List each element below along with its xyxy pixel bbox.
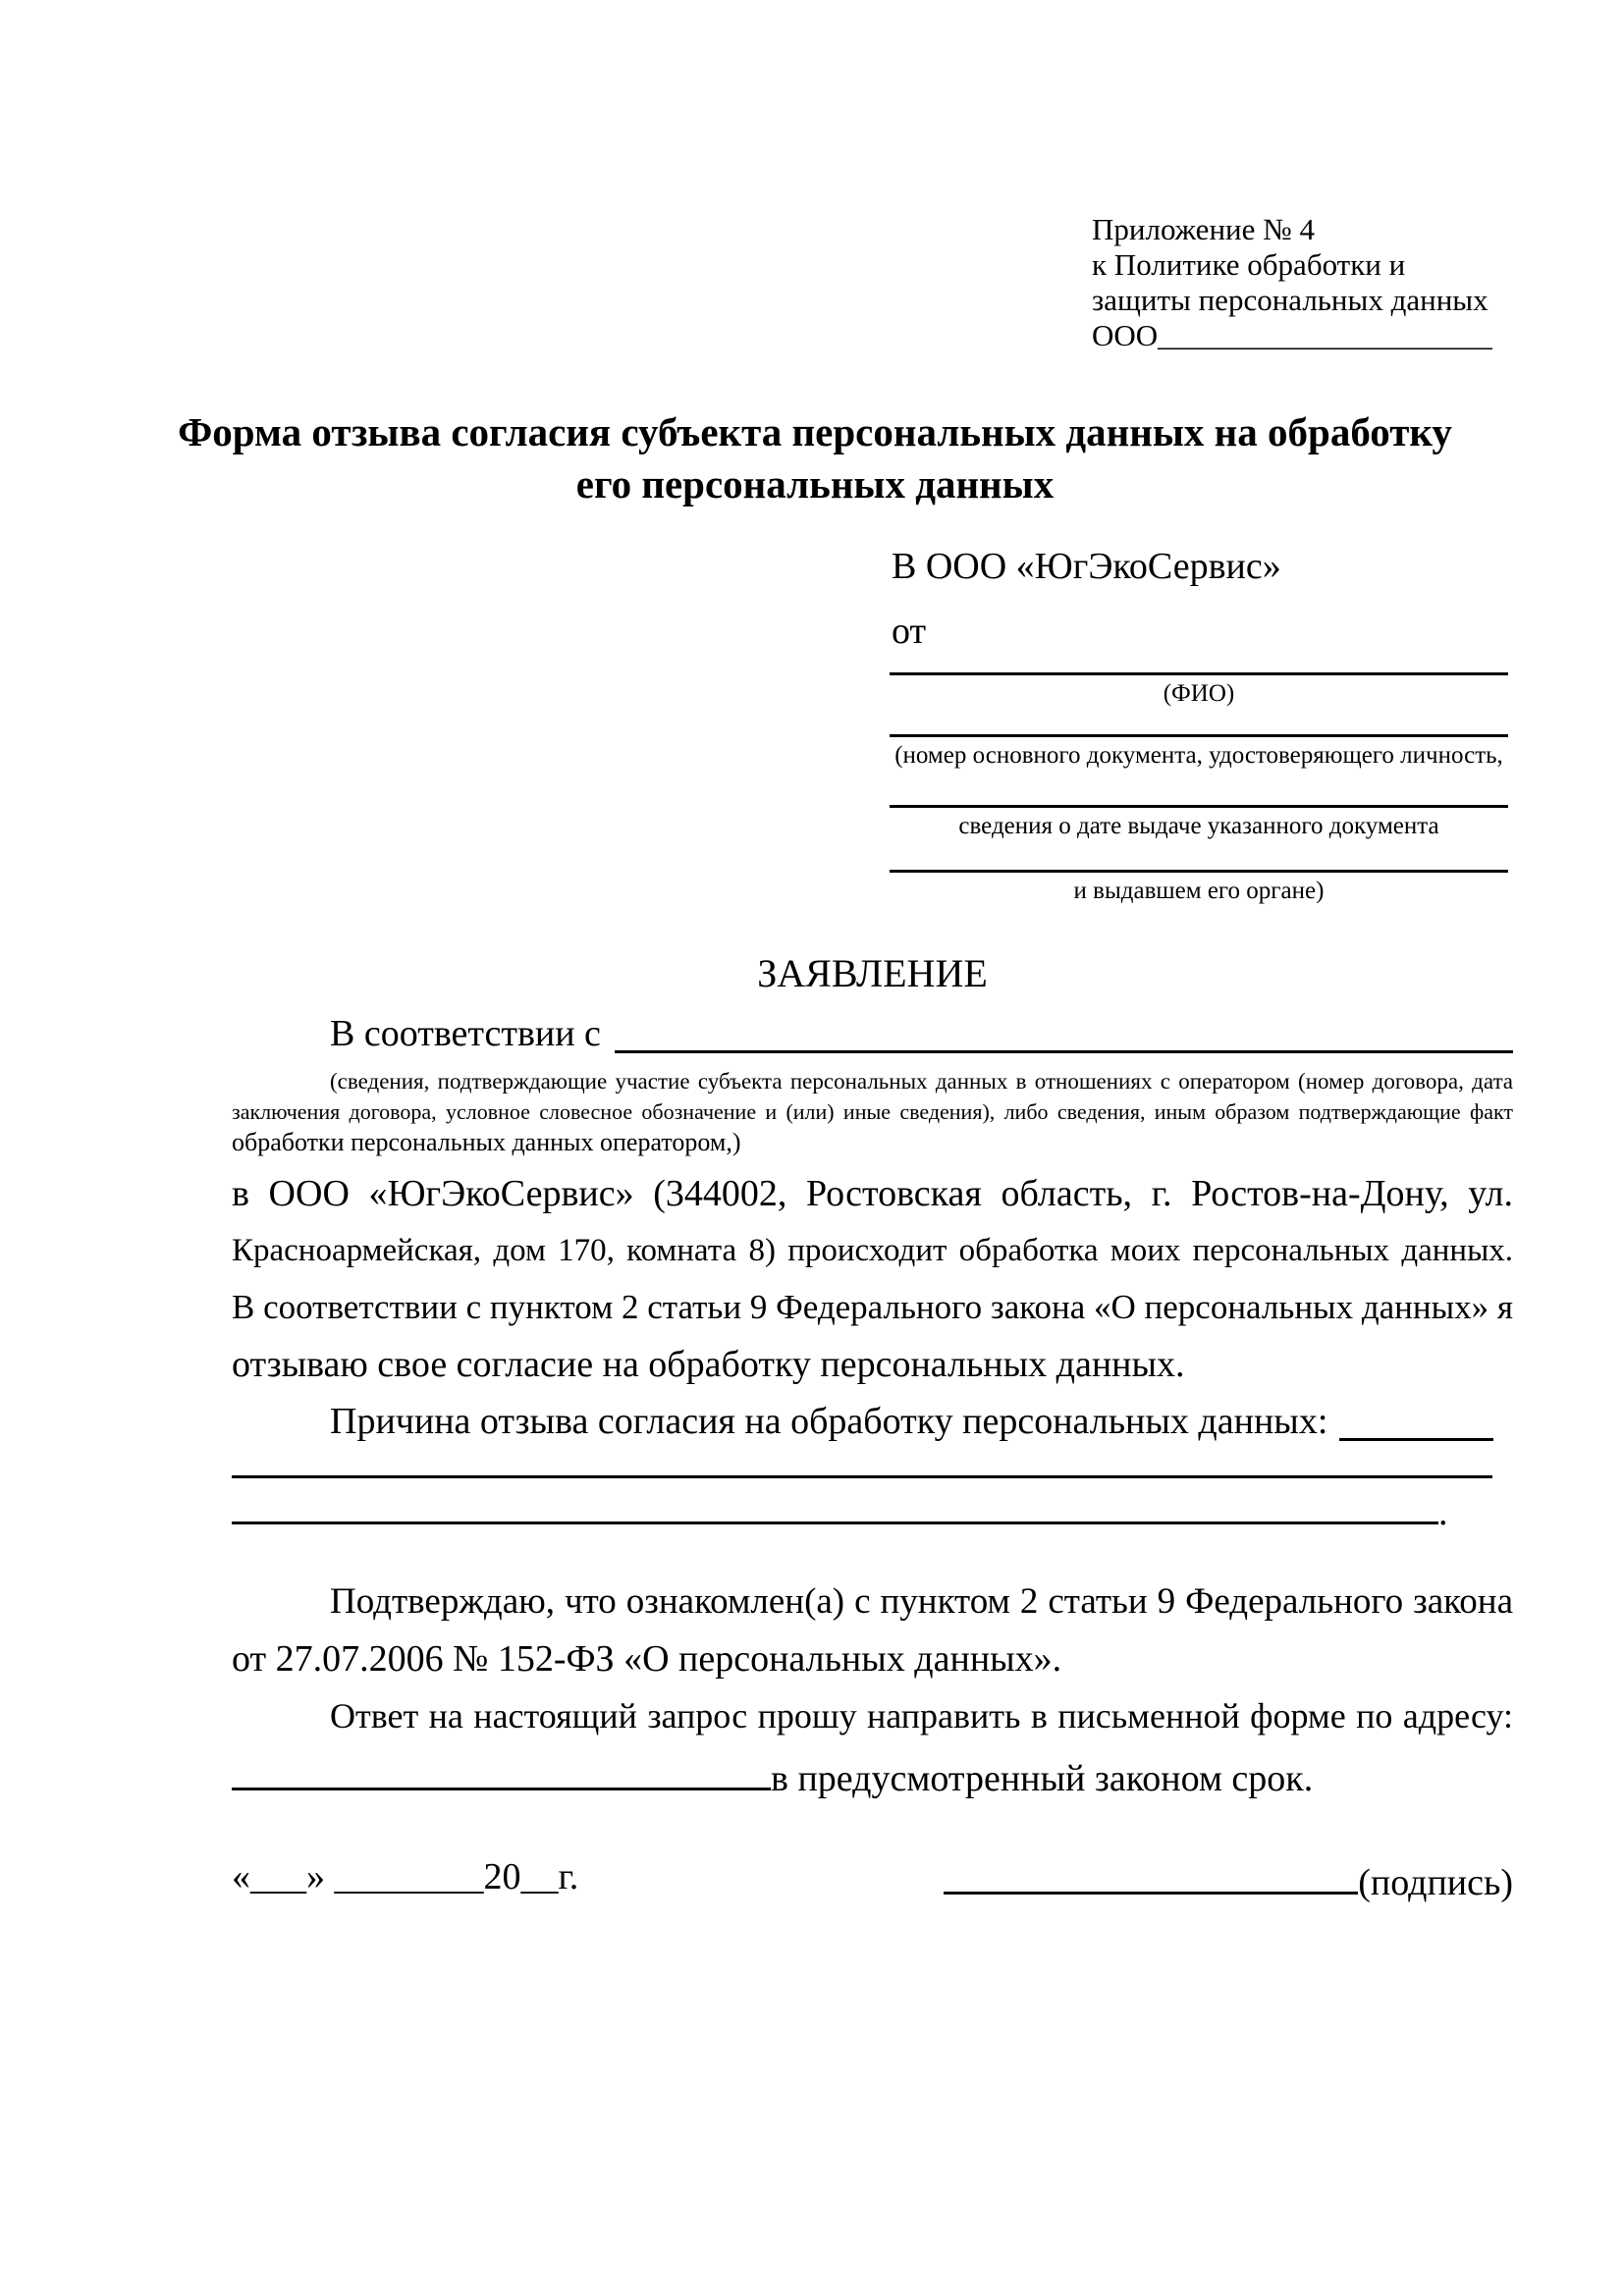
statement-body-line-2: Красноармейская, дом 170, комната 8) происходит обработка моих персональных данных. bbox=[232, 1233, 1513, 1268]
id-number-blank-line[interactable] bbox=[890, 734, 1508, 737]
reason-blank-row-2-line[interactable] bbox=[232, 1478, 1438, 1524]
reason-blank-line[interactable] bbox=[1339, 1393, 1493, 1441]
confirm-line-1: Подтверждаю, что ознакомлен(а) с пунктом 2 статьи 9 Федерального закона bbox=[330, 1581, 1513, 1622]
basis-row bbox=[232, 1005, 1513, 1062]
form-title-line-1: Форма отзыва согласия субъекта персональных данных на обработку bbox=[178, 409, 1452, 454]
reason-blank-row-1[interactable] bbox=[232, 1450, 1492, 1478]
issuing-authority-blank-line[interactable] bbox=[890, 870, 1508, 873]
signature-caption: (подпись) bbox=[1358, 1862, 1513, 1903]
recipient-line: В ООО «ЮгЭкоСервис» bbox=[892, 546, 1281, 587]
footnote-line-1: (сведения, подтверждающие участие субъекта персональных данных в отношениях с оператором (номер договора, дата bbox=[330, 1069, 1513, 1094]
footer-row bbox=[232, 1848, 1513, 1905]
signature-blank-line[interactable] bbox=[944, 1848, 1358, 1895]
reply-line: Ответ на настоящий запрос прошу направить в письменной форме по адресу: bbox=[330, 1696, 1513, 1735]
header-note-line: защиты персональных данных bbox=[1092, 283, 1489, 317]
basis-blank-line[interactable] bbox=[615, 1005, 1513, 1053]
reason-period: . bbox=[1438, 1492, 1448, 1533]
reason-label: Причина отзыва согласия на обработку персональных данных: bbox=[330, 1401, 1328, 1442]
reply-address-row bbox=[232, 1744, 1513, 1801]
issuing-authority-caption: и выдавшем его органе) bbox=[1073, 878, 1325, 904]
form-title-line-2: его персональных данных bbox=[575, 461, 1055, 507]
reason-blank-row-2 bbox=[232, 1478, 1513, 1534]
statement-body-line-4: отзываю свое согласие на обработку персональных данных. bbox=[232, 1344, 1185, 1385]
reply-suffix: в предусмотренный законом срок. bbox=[771, 1758, 1314, 1799]
name-blank-line[interactable] bbox=[890, 672, 1508, 675]
header-note-line: Приложение № 4 bbox=[1092, 212, 1315, 246]
footnote-line-3: обработки персональных данных оператором,) bbox=[232, 1128, 741, 1156]
basis-prefix: В соответствии с bbox=[330, 1013, 601, 1054]
statement-body-line-1: в ООО «ЮгЭкоСервис» (344002, Ростовская область, г. Ростов-на-Дону, ул. bbox=[232, 1173, 1513, 1214]
name-caption: (ФИО) bbox=[1163, 680, 1235, 707]
header-note bbox=[1092, 212, 1492, 353]
company-name-blank[interactable]: ООО______________________ bbox=[1092, 318, 1493, 352]
footnote-line-2: заключения договора, условное словесное обозначение и (или) иные сведения), либо сведения, иным образом подтверждающие факт bbox=[232, 1099, 1513, 1124]
issue-date-blank-line[interactable] bbox=[890, 805, 1508, 808]
statement-body-line-3: В соответствии с пунктом 2 статьи 9 Федерального закона «О персональных данных» я bbox=[232, 1288, 1513, 1326]
id-number-caption: (номер основного документа, удостоверяющего личность, bbox=[894, 742, 1503, 769]
statement-body bbox=[232, 942, 1513, 1905]
from-label: от bbox=[892, 611, 927, 652]
reason-row bbox=[232, 1393, 1513, 1450]
footnote bbox=[232, 1066, 1513, 1157]
confirm-line-2: от 27.07.2006 № 152-ФЗ «О персональных данных». bbox=[232, 1638, 1062, 1680]
form-title bbox=[118, 406, 1512, 510]
issue-date-caption: сведения о дате выдаче указанного документа bbox=[958, 813, 1439, 839]
date-blank[interactable]: «___» ________20__г. bbox=[232, 1856, 579, 1897]
statement-heading: ЗАЯВЛЕНИЕ bbox=[757, 951, 988, 995]
signature-area bbox=[944, 1848, 1513, 1905]
header-note-line: к Политике обработки и bbox=[1092, 247, 1406, 282]
reply-address-blank-line[interactable] bbox=[232, 1744, 771, 1790]
